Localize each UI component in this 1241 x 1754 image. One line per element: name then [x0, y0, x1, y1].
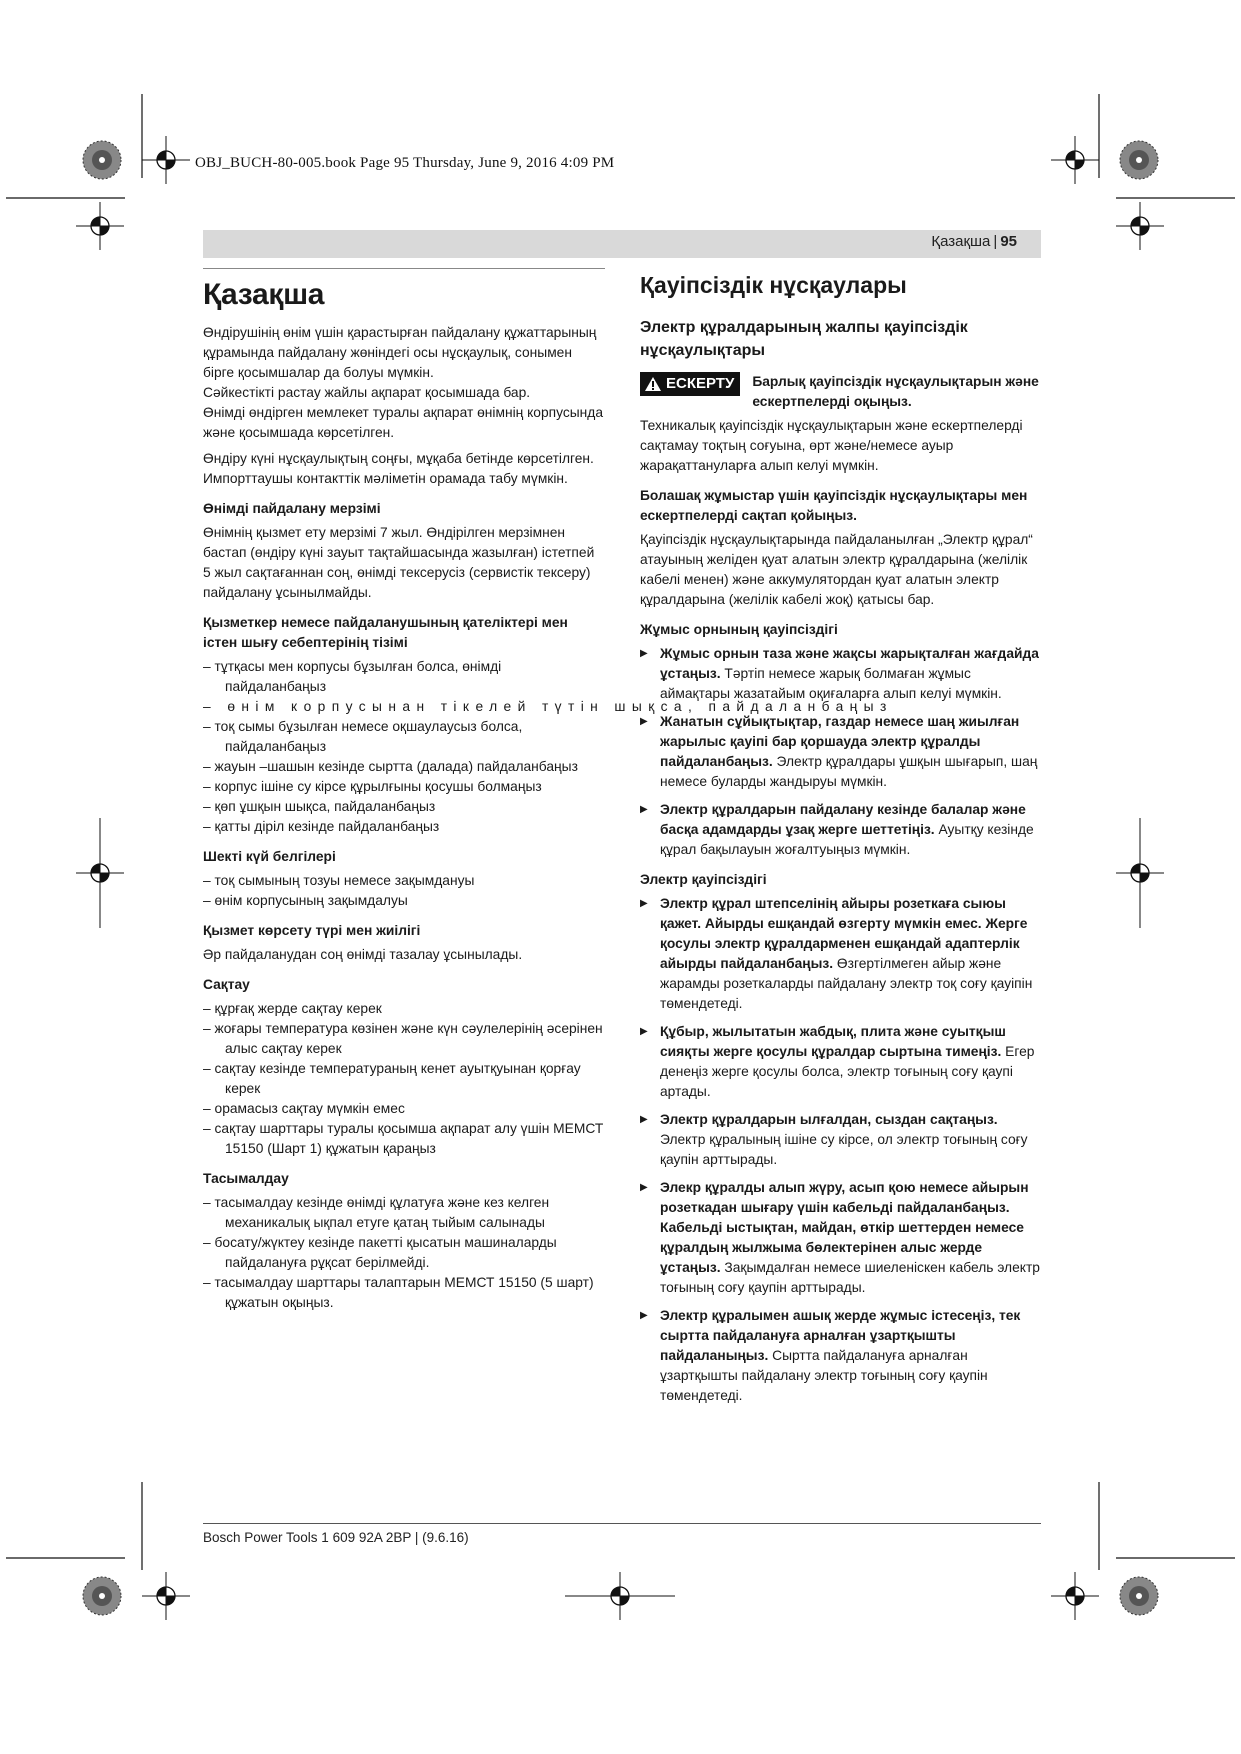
list-item: – орамасыз сақтау мүмкін емес: [203, 1099, 605, 1119]
workplace-heading: Жұмыс орнының қауіпсіздігі: [640, 622, 838, 637]
section-title: Қауіпсіздік нұсқаулары: [640, 272, 907, 298]
item-text: Электр құралының ішіне су кірсе, ол электр тоғының соғу қаупін арттырады.: [660, 1132, 1028, 1167]
save-heading: Болашақ жұмыстар үшін қауіпсіздік нұсқаулықтары мен ескертпелерді сақтап қойыңыз.: [640, 488, 1028, 523]
storage-list: [203, 999, 605, 1159]
warning-badge: [640, 372, 740, 396]
list-item: – өнім корпусынан тікелей түтін шықса, пайдаланбаңыз: [203, 697, 605, 717]
warning-body: Техникалық қауіпсіздік нұсқаулықтарын және ескертпелерді сақтамау тоқтың соғуына, өрт және/немесе ауыр жарақаттануларға алып келуі мүмкін.: [640, 418, 1023, 473]
item-bold: Элекр құралды алып жүру, асып қою немесе айырын розеткадан шығару үшін кабельді пайдаланбаңыз. Кабельді ыстықтан, майдан, өткір шеттерден немесе құралдың жылжыма бөлектерінен алыс жерде ұстаңыз.: [660, 1180, 1029, 1275]
header-separator: |: [993, 233, 998, 250]
service-heading: Қызмет көрсету түрі мен жиілігі: [203, 923, 421, 938]
intro-line: Өндіру күні нұсқаулықтың соңғы, мұқаба бетінде көрсетілген.: [203, 451, 594, 466]
electrical-heading: Электр қауіпсіздігі: [640, 872, 767, 887]
limit-list: [203, 871, 605, 911]
transport-list: [203, 1193, 605, 1313]
list-item: [640, 644, 1042, 704]
list-item: – қөп ұшқын шықса, пайдаланбаңыз: [203, 797, 605, 817]
item-text: Егер денеңіз жерге қосулы болса, электр тоғының соғу қаупі артады.: [660, 1044, 1035, 1099]
warning-label: ЕСКЕРТУ: [666, 375, 735, 392]
intro-line: Импорттаушы контакттік мәліметін орамада табу мүмкін.: [203, 471, 568, 486]
service-life-text: Өнімнің қызмет ету мерзімі 7 жыл. Өндірілген мерзімнен бастап (өндіру күні зауыт тақтайшасында жазылған) істетпей 5 жыл сақтағаннан соң, өнімді тексерусіз (сервистік тексеру) пайдалану ұсынылмайды.: [203, 525, 595, 600]
page-number: 95: [1000, 233, 1017, 250]
intro-line: Өнімді өндірген мемлекет туралы ақпарат өнімнің корпусында және қосымшада көрсетілген.: [203, 405, 604, 440]
list-item: [640, 894, 1042, 1014]
list-item: – сақтау кезінде температураның кенет ауытқуынан қорғау керек: [203, 1059, 605, 1099]
service-text: Әр пайдаланудан соң өнімді тазалау ұсынылады.: [203, 947, 523, 962]
list-item: – тұтқасы мен корпусы бұзылған болса, өнімді пайдаланбаңыз: [203, 657, 605, 697]
limit-heading: Шекті күй белгілері: [203, 849, 336, 864]
warning-text: Барлық қауіпсіздік нұсқаулықтарын және ескертпелерді оқыңыз.: [752, 374, 1039, 409]
storage-heading: Сақтау: [203, 977, 250, 992]
service-life-heading: Өнімді пайдалану мерзімі: [203, 501, 381, 516]
item-text: Ауытқу кезінде құрал бақылауын жоғалтуыңыз мүмкін.: [660, 822, 1034, 857]
intro-paragraph-2: [203, 449, 605, 489]
item-bold: Жұмыс орнын таза және жақсы жарықталған жағдайда ұстаңыз.: [660, 646, 1039, 681]
running-header: [931, 233, 1017, 250]
footer-rule: [203, 1523, 1041, 1524]
book-slug: OBJ_BUCH-80-005.book Page 95 Thursday, June 9, 2016 4:09 PM: [195, 155, 615, 171]
workplace-list: [640, 644, 1042, 860]
list-item: [640, 712, 1042, 792]
item-bold: Құбыр, жылытатын жабдық, плита және суытқыш сияқты жерге қосулы құралдар сыртына тимеңіз.: [660, 1024, 1006, 1059]
header-section: Қазақша: [931, 233, 991, 250]
intro-line: Өндірушінің өнім үшін қарастырған пайдалану құжаттарының құрамында пайдалану жөніндегі осы нұсқаулық, сонымен бірге қосымшалар да болуы мүмкін.: [203, 325, 597, 380]
item-bold: Электр құралдарын ылғалдан, сыздан сақтаңыз.: [660, 1112, 998, 1127]
title-rule: [203, 268, 605, 269]
list-item: – корпус ішіне су кірсе құрылғыны қосушы болмаңыз: [203, 777, 605, 797]
list-item: – тасымалдау кезінде өнімді құлатуға және кез келген механикалық ықпал етуге қатаң тыйым салынады: [203, 1193, 605, 1233]
item-text: Электр құралдары ұшқын шығарып, шаң немесе буларды жандыруы мүмкін.: [660, 754, 1038, 789]
item-bold: Электр құрал штепселінің айыры розеткаға сыюы қажет. Айырды ешқандай өзгерту мүмкін емес. Жерге қосулы электр құралдарменен ешқандай адаптерлік айырды пайдаланбаңыз.: [660, 896, 1028, 971]
item-text: Сыртта пайдалануға арналған ұзартқышты пайдалану электр тоғының соғу қаупін төмендетеді.: [660, 1348, 988, 1403]
list-item: – босату/жүктеу кезінде пакетті қысатын машиналарды пайдалануға рұқсат берілмейді.: [203, 1233, 605, 1273]
page-title: Қазақша: [203, 278, 325, 311]
list-item: [640, 800, 1042, 860]
item-bold: Жанатын сұйықтықтар, газдар немесе шаң жиылған жарылыс қауіпі бар қоршауда электр құралды пайдаланбаңыз.: [660, 714, 1020, 769]
list-item: – өнім корпусының зақымдалуы: [203, 891, 605, 911]
list-item: – қатты діріл кезінде пайдаланбаңыз: [203, 817, 605, 837]
intro-line: Сәйкестікті растау жайлы ақпарат қосымшада бар.: [203, 385, 531, 400]
item-text: Зақымдалған немесе шиеленіскен кабель электр тоғының соғу қаупін арттырады.: [660, 1260, 1040, 1295]
list-item: [640, 1022, 1042, 1102]
header-bar: [203, 230, 1041, 258]
item-bold: Электр құралымен ашық жерде жұмыс істесеңіз, тек сыртта пайдалануға арналған ұзартқышты пайдаланыңыз.: [660, 1308, 1021, 1363]
errors-heading: Қызметкер немесе пайдаланушының қателіктері мен істен шығу себептерінің тізімі: [203, 615, 568, 650]
list-item: – сақтау шарттары туралы қосымша ақпарат алу үшін МЕМСТ 15150 (Шарт 1) құжатын қараңыз: [203, 1119, 605, 1159]
item-text: Өзгертілмеген айыр және жарамды розеткаларды пайдалану электр тоқ соғу қауіпін төмендетеді.: [660, 956, 1033, 1011]
list-item: [640, 1306, 1042, 1406]
page-footer: Bosch Power Tools 1 609 92A 2BP | (9.6.16): [203, 1530, 469, 1545]
transport-heading: Тасымалдау: [203, 1171, 289, 1186]
list-item: [640, 1178, 1042, 1298]
list-item: – құрғақ жерде сақтау керек: [203, 999, 605, 1019]
definition-text: Қауіпсіздік нұсқаулықтарында пайдаланылған „Электр құрал“ атауының желіден қуат алатын электр құралдарына (желілік кабелі менен) және аккумулятордан қуат алатын электр құралдарына (желілік кабелі жоқ) қатысы бар.: [640, 532, 1033, 607]
list-item: – жауын –шашын кезінде сыртта (далада) пайдаланбаңыз: [203, 757, 605, 777]
list-item: – тоқ сымы бұзылған немесе оқшаулаусыз болса, пайдаланбаңыз: [203, 717, 605, 757]
right-column: [640, 268, 1042, 1414]
item-text: Тәртіп немесе жарық болмаған жұмыс аймақтары жазатайым оқиғаларға алып келуі мүмкін.: [660, 666, 1002, 701]
list-item: [640, 1110, 1042, 1170]
intro-paragraph: [203, 323, 605, 443]
item-bold: Электр құралдарын пайдалану кезінде балалар және басқа адамдарды ұзақ жерге шеттетіңіз.: [660, 802, 1026, 837]
warning-block: [640, 372, 1042, 412]
section-subtitle: Электр құралдарының жалпы қауіпсіздік нұсқаулықтары: [640, 319, 968, 359]
list-item: – жоғары температура көзінен және күн сәулелерінің әсерінен алыс сақтау керек: [203, 1019, 605, 1059]
list-item: – тасымалдау шарттары талаптарын МЕМСТ 15150 (5 шарт) құжатын оқыңыз.: [203, 1273, 605, 1313]
electrical-list: [640, 894, 1042, 1406]
warning-triangle-icon: [644, 376, 662, 392]
list-item: – тоқ сымының тозуы немесе зақымдануы: [203, 871, 605, 891]
